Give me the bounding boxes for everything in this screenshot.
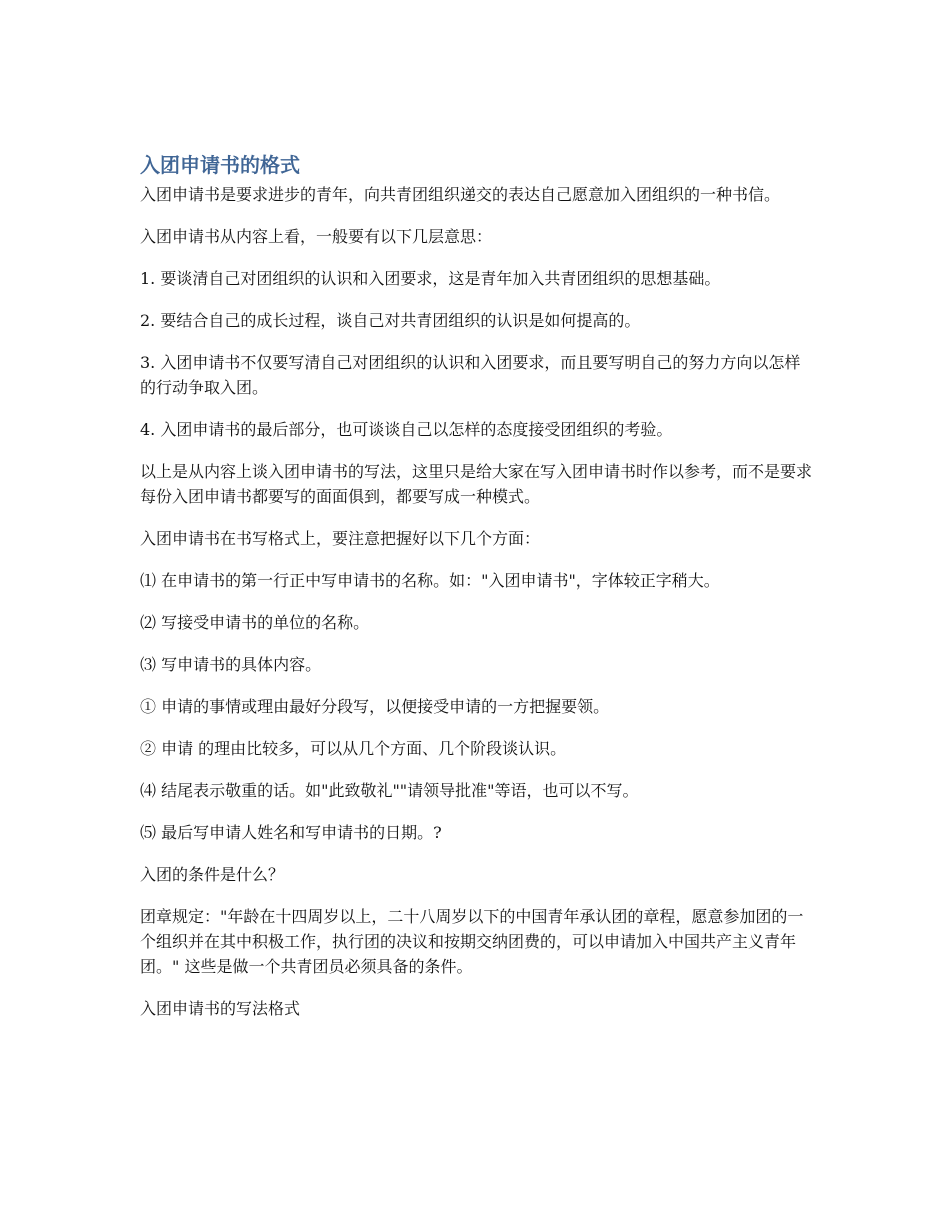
paragraph-format-3: ⑶ 写申请书的具体内容。 bbox=[140, 655, 322, 674]
paragraph-conditions-answer: 团章规定："年龄在十四周岁以上，二十八周岁以下的中国青年承认团的章程，愿意参加团的一个组织并在其中积极工作，执行团的决议和按期交纳团费的，可以申请加入中国共产主义青年团。" 这些是做一个共青团员必须具备的条件。 bbox=[140, 907, 804, 976]
paragraph-format-2: ⑵ 写接受申请书的单位的名称。 bbox=[140, 613, 370, 632]
paragraph-content-overview: 入团申请书从内容上看，一般要有以下几层意思： bbox=[140, 227, 493, 246]
paragraph-format-3-sub-1: ① 申请的事情或理由最好分段写，以便接受申请的一方把握要领。 bbox=[140, 697, 610, 716]
paragraph-summary: 以上是从内容上谈入团申请书的写法，这里只是给大家在写入团申请书时作以参考，而不是要求每份入团申请书都要写的面面俱到，都要写成一种模式。 bbox=[140, 462, 813, 506]
paragraph-format-5: ⑸ 最后写申请人姓名和写申请书的日期。? bbox=[140, 823, 442, 842]
paragraph-point-2: 2. 要结合自己的成长过程，谈自己对共青团组织的认识是如何提高的。 bbox=[140, 311, 641, 330]
paragraph-point-4: 4. 入团申请书的最后部分，也可谈谈自己以怎样的态度接受团组织的考验。 bbox=[140, 420, 673, 439]
document-title: 入团申请书的格式 bbox=[140, 153, 300, 177]
paragraph-format-3-sub-2: ② 申请 的理由比较多，可以从几个方面、几个阶段谈认识。 bbox=[140, 739, 567, 758]
paragraph-point-1: 1. 要谈清自己对团组织的认识和入团要求，这是青年加入共青团组织的思想基础。 bbox=[140, 269, 721, 288]
document-page bbox=[140, 148, 812, 1038]
paragraph-writing-format: 入团申请书的写法格式 bbox=[140, 999, 301, 1018]
paragraph-conditions-question: 入团的条件是什么？ bbox=[140, 865, 285, 884]
paragraph-format-4: ⑷ 结尾表示敬重的话。如"此致敬礼""请领导批准"等语，也可以不写。 bbox=[140, 781, 639, 800]
paragraph-format-overview: 入团申请书在书写格式上，要注意把握好以下几个方面： bbox=[140, 529, 541, 548]
paragraph-format-1: ⑴ 在申请书的第一行正中写申请书的名称。如："入团申请书"，字体较正字稍大。 bbox=[140, 571, 720, 590]
paragraph-intro: 入团申请书是要求进步的青年，向共青团组织递交的表达自己愿意加入团组织的一种书信。 bbox=[140, 185, 781, 204]
paragraph-point-3: 3. 入团申请书不仅要写清自己对团组织的认识和入团要求，而且要写明自己的努力方向以怎样的行动争取入团。 bbox=[140, 353, 801, 397]
